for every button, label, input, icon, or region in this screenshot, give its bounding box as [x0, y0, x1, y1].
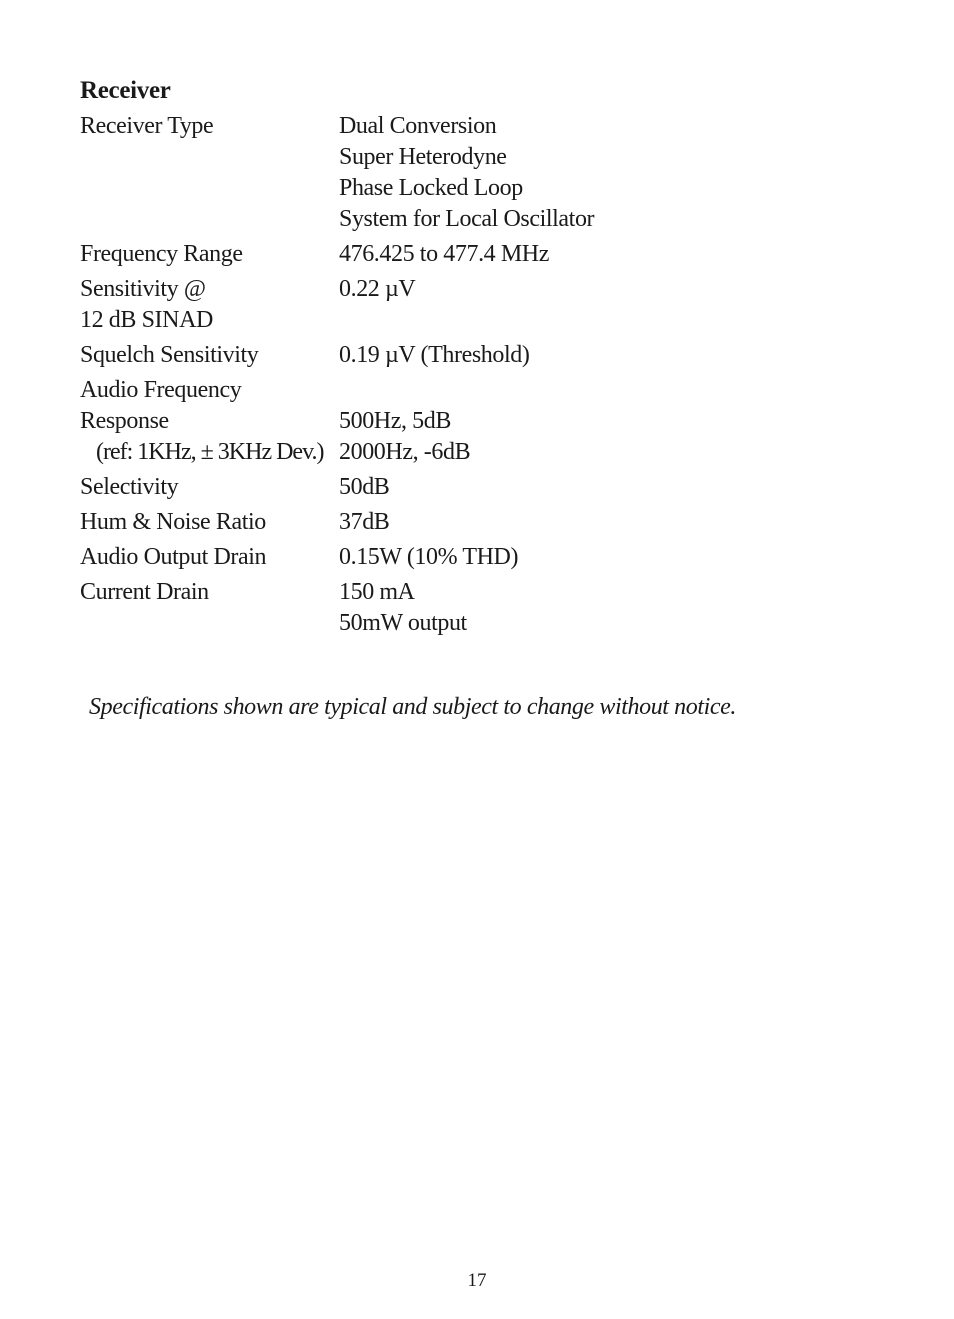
spec-label-line: Hum & Noise Ratio: [80, 509, 266, 535]
spec-table: [80, 111, 880, 643]
spec-label: [80, 274, 339, 336]
spec-row-frequency-range: [80, 239, 880, 270]
spec-row-selectivity: [80, 472, 880, 503]
spec-row-audio-frequency-response: [80, 375, 880, 468]
spec-label-line: Audio Frequency: [80, 377, 242, 403]
spec-label-line: 12 dB SINAD: [80, 307, 213, 333]
spec-value-line: 2000Hz, -6dB: [339, 439, 471, 465]
spec-value-line: 150 mA: [339, 579, 415, 605]
spec-value: [339, 111, 880, 235]
spec-label: [80, 507, 339, 538]
spec-row-current-drain: [80, 577, 880, 639]
spec-label: [80, 472, 339, 503]
spec-value-line: Dual Conversion: [339, 113, 497, 139]
spec-label-line: Audio Output Drain: [80, 544, 267, 570]
spec-value: [339, 340, 880, 371]
spec-value-line: 500Hz, 5dB: [339, 408, 451, 434]
spec-value-line: 50mW output: [339, 610, 467, 636]
spec-label: [80, 239, 339, 270]
spec-row-sensitivity: [80, 274, 880, 336]
spec-value-line: 37dB: [339, 509, 390, 535]
spec-value-line: Super Heterodyne: [339, 144, 507, 170]
spec-label: [80, 375, 339, 468]
spec-value: [339, 507, 880, 538]
spec-label-line: Current Drain: [80, 579, 209, 605]
spec-value-line: Phase Locked Loop: [339, 175, 523, 201]
spec-label: [80, 542, 339, 573]
spec-value-line: 0.19 µV (Threshold): [339, 342, 530, 368]
spec-row-squelch-sensitivity: [80, 340, 880, 371]
page-number: 17: [467, 1270, 487, 1291]
spec-value-line: 50dB: [339, 474, 390, 500]
spec-value-line: 476.425 to 477.4 MHz: [339, 241, 549, 267]
spec-value: [339, 375, 880, 468]
spec-label: [80, 577, 339, 639]
spec-row-receiver-type: [80, 111, 880, 235]
spec-value: [339, 274, 880, 336]
spec-label-line: Response: [80, 408, 169, 434]
spec-label: [80, 340, 339, 371]
spec-value-line: System for Local Oscillator: [339, 206, 595, 232]
spec-row-hum-noise-ratio: [80, 507, 880, 538]
spec-label-line: Sensitivity @: [80, 276, 206, 302]
spec-label-line: Receiver Type: [80, 113, 214, 139]
specifications-notice: Specifications shown are typical and subject to change without notice.: [89, 694, 737, 720]
section-title: Receiver: [80, 77, 171, 104]
spec-label-line: Frequency Range: [80, 241, 243, 267]
spec-value: [339, 472, 880, 503]
spec-label: [80, 111, 339, 235]
spec-value-line: [339, 375, 880, 406]
spec-label-line: Selectivity: [80, 474, 179, 500]
spec-value: [339, 239, 880, 270]
spec-value-line: 0.15W (10% THD): [339, 544, 519, 570]
spec-value-line: 0.22 µV: [339, 276, 416, 302]
spec-value: [339, 577, 880, 639]
spec-value: [339, 542, 880, 573]
spec-row-audio-output-drain: [80, 542, 880, 573]
spec-label-note: (ref: 1KHz, ± 3KHz Dev.): [96, 439, 324, 465]
spec-label-line: Squelch Sensitivity: [80, 342, 259, 368]
